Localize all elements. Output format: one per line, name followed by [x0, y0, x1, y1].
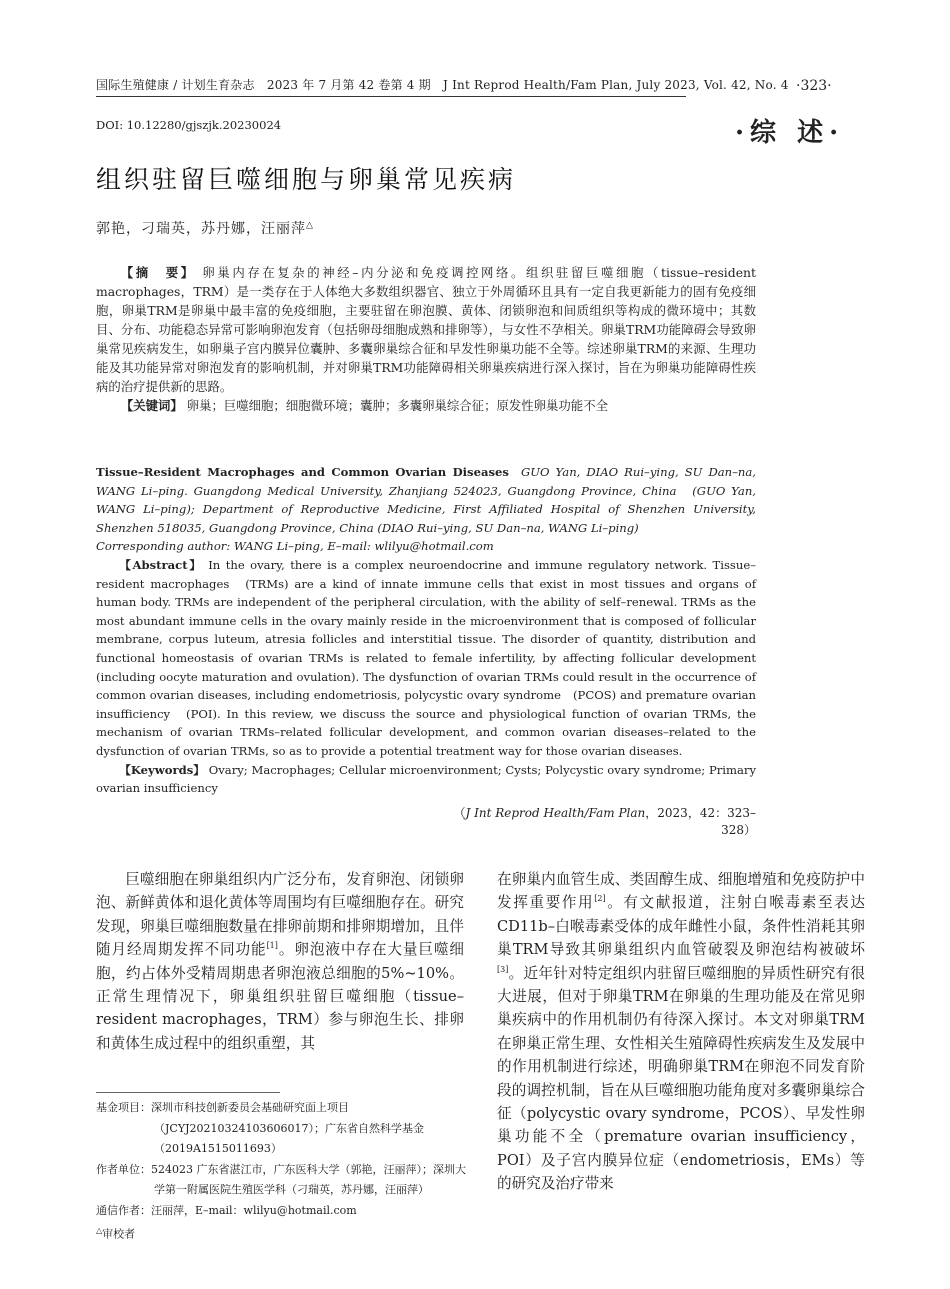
- article-title-cn: 组织驻留巨噬细胞与卵巢常见疾病: [96, 165, 517, 194]
- article-title-en: Tissue–Resident Macrophages and Common Ovarian Diseases: [96, 465, 509, 479]
- authors-cn: [96, 218, 314, 238]
- footnote-divider: [96, 1092, 280, 1093]
- section-label: ·综 述·: [735, 118, 845, 148]
- footnote-corresponding: 通信作者：汪丽萍，E–mail：wlilyu@hotmail.com: [96, 1203, 357, 1217]
- reference-1[interactable]: [1]: [266, 941, 278, 951]
- abstract-en-label: 【Abstract】: [119, 557, 203, 572]
- page-number: ·323·: [796, 78, 832, 94]
- reference-2[interactable]: [2]: [594, 894, 606, 904]
- footnote-affiliation: 作者单位：524023 广东省湛江市，广东医科大学（郭艳，汪丽萍）；深圳大学第一附属医院生殖医学科（刁瑞英，苏丹娜，汪丽萍）: [96, 1162, 466, 1196]
- authors-names: 郭艳，刁瑞英，苏丹娜，汪丽萍: [96, 221, 306, 237]
- corresponding-en: Corresponding author: WANG Li–ping, E–mail: wlilyu@hotmail.com: [96, 539, 494, 554]
- keywords-cn-text: 卵巢；巨噬细胞；细胞微环境；囊肿；多囊卵巢综合征；原发性卵巢功能不全: [186, 398, 608, 413]
- citation-journal: J Int Reprod Health/Fam Plan: [465, 806, 646, 820]
- reference-3[interactable]: [3]: [497, 964, 509, 974]
- keywords-en-label: 【Keywords】: [119, 762, 205, 777]
- abstract-en-text: In the ovary, there is a complex neuroendocrine and immune regulatory network. Tissue–resident macrophages (TRMs) are a kind of innate immune cells that exist in most tissues and organs of human body. TRMs are independent of the peripheral circulation, with the ability of self–renewal. TRMs as the most abundant immune cells in the ovary mainly reside in the microenvironment that is composed of follicular membrane, corpus luteum, atresia follicles and interstitial tissue. The disorder of quantity, distribution and functional homeostasis of ovarian TRMs is related to female infertility, by affecting follicular development (including oocyte maturation and ovulation). The dysfunction of ovarian TRMs could result in the occurrence of common ovarian diseases, including endometriosis, polycystic ovary syndrome (PCOS) and premature ovarian insufficiency (POI). In this review, we discuss the source and physiological function of ovarian TRMs, the mechanism of ovarian TRMs–related follicular development, and common ovarian diseases–related to the dysfunction of ovarian TRMs, so as to provide a potential treatment way for those ovarian diseases.: [96, 557, 756, 758]
- citation-details: ，2023，42：323–328: [645, 806, 756, 837]
- running-head: 国际生殖健康 / 计划生育杂志 2023 年 7 月第 42 卷第 4 期 J Int Reprod Health/Fam Plan, July 2023, Vol. 42, No. 4: [96, 76, 686, 97]
- citation: （J Int Reprod Health/Fam Plan，2023，42：323–328）: [453, 806, 756, 837]
- footnote-reviewer: △审校者: [96, 1226, 136, 1241]
- doi: DOI: 10.12280/gjszjk.20230024: [96, 118, 282, 132]
- abstract-cn-label: 【摘 要】: [120, 265, 196, 280]
- reviewer-mark: △: [306, 220, 314, 231]
- abstract-cn: [96, 263, 756, 415]
- body-column-right: 在卵巢内血管生成、类固醇生成、细胞增殖和免疫防护中发挥重要作用[2]。有文献报道，注射白喉毒素至表达CD11b–白喉毒素受体的成年雌性小鼠，条件性消耗其卵巢TRM导致其卵巢组织内血管破裂及卵泡结构被破坏[3]。近年针对特定组织内驻留巨噬细胞的异质性研究有很大进展，但对于卵巢TRM在卵巢的生理功能及在常见卵巢疾病中的作用机制仍有待深入探讨。本文对卵巢TRM在卵巢正常生理、女性相关生殖障碍性疾病发生及发展中的作用机制进行综述，明确卵巢TRM在卵泡不同发育阶段的调控机制，旨在从巨噬细胞功能角度对多囊卵巢综合征（polycystic ovary syndrome，PCOS）、早发性卵巢功能不全（premature ovarian insufficiency，POI）及子宫内膜异位症（endometriosis，EMs）等的研究及治疗带来: [497, 871, 865, 1193]
- abstract-cn-text: 卵巢内存在复杂的神经–内分泌和免疫调控网络。组织驻留巨噬细胞（tissue–resident macrophages，TRM）是一类存在于人体绝大多数组织器官、独立于外周循环且具有一定自我更新能力的固有免疫细胞，卵巢TRM是卵巢中最丰富的免疫细胞，主要驻留在卵泡膜、黄体、闭锁卵泡和间质组织等构成的微环境中；其数目、分布、功能稳态异常可影响卵泡发育（包括卵母细胞成熟和排卵等），与女性不孕相关。卵巢TRM功能障碍会导致卵巢常见疾病发生，如卵巢子宫内膜异位囊肿、多囊卵巢综合征和早发性卵巢功能不全等。综述卵巢TRM的来源、生理功能及其功能异常对卵泡发育的影响机制，并对卵巢TRM功能障碍相关卵巢疾病进行深入探讨，旨在为卵巢功能障碍性疾病的治疗提供新的思路。: [96, 265, 756, 394]
- footnotes: [96, 1098, 466, 1245]
- keywords-cn-label: 【关键词】: [120, 398, 183, 413]
- footnote-funding: 基金项目：深圳市科技创新委员会基础研究面上项目（JCYJ20210324103606017）；广东省自然科学基金（2019A1515011693）: [96, 1101, 424, 1155]
- affiliation-en: GUO Yan, DIAO Rui–ying, SU Dan–na, WANG Li–ping. Guangdong Medical University, Zhanjiang 524023, Guangdong Province, China (GUO Yan, WANG Li–ping); Department of Reproductive Medicine, First Affiliated Hospital of Shenzhen University, Shenzhen 518035, Guangdong Province, China (DIAO Rui–ying, SU Dan–na, WANG Li–ping): [96, 465, 756, 535]
- body-column-left: 巨噬细胞在卵巢组织内广泛分布，发育卵泡、闭锁卵泡、新鲜黄体和退化黄体等周围均有巨噬细胞存在。研究发现，卵巢巨噬细胞数量在排卵前期和排卵期增加，且伴随月经周期发挥不同功能[1]。卵泡液中存在大量巨噬细胞，约占体外受精周期患者卵泡液总细胞的5%~10%。正常生理情况下，卵巢组织驻留巨噬细胞（tissue–resident macrophages，TRM）参与卵泡生长、排卵和黄体生成过程中的组织重塑，其: [96, 871, 464, 1052]
- keywords-en-text: Ovary; Macrophages; Cellular microenvironment; Cysts; Polycystic ovary syndrome; Primary ovarian insufficiency: [96, 762, 757, 796]
- abstract-en-block: [96, 463, 756, 798]
